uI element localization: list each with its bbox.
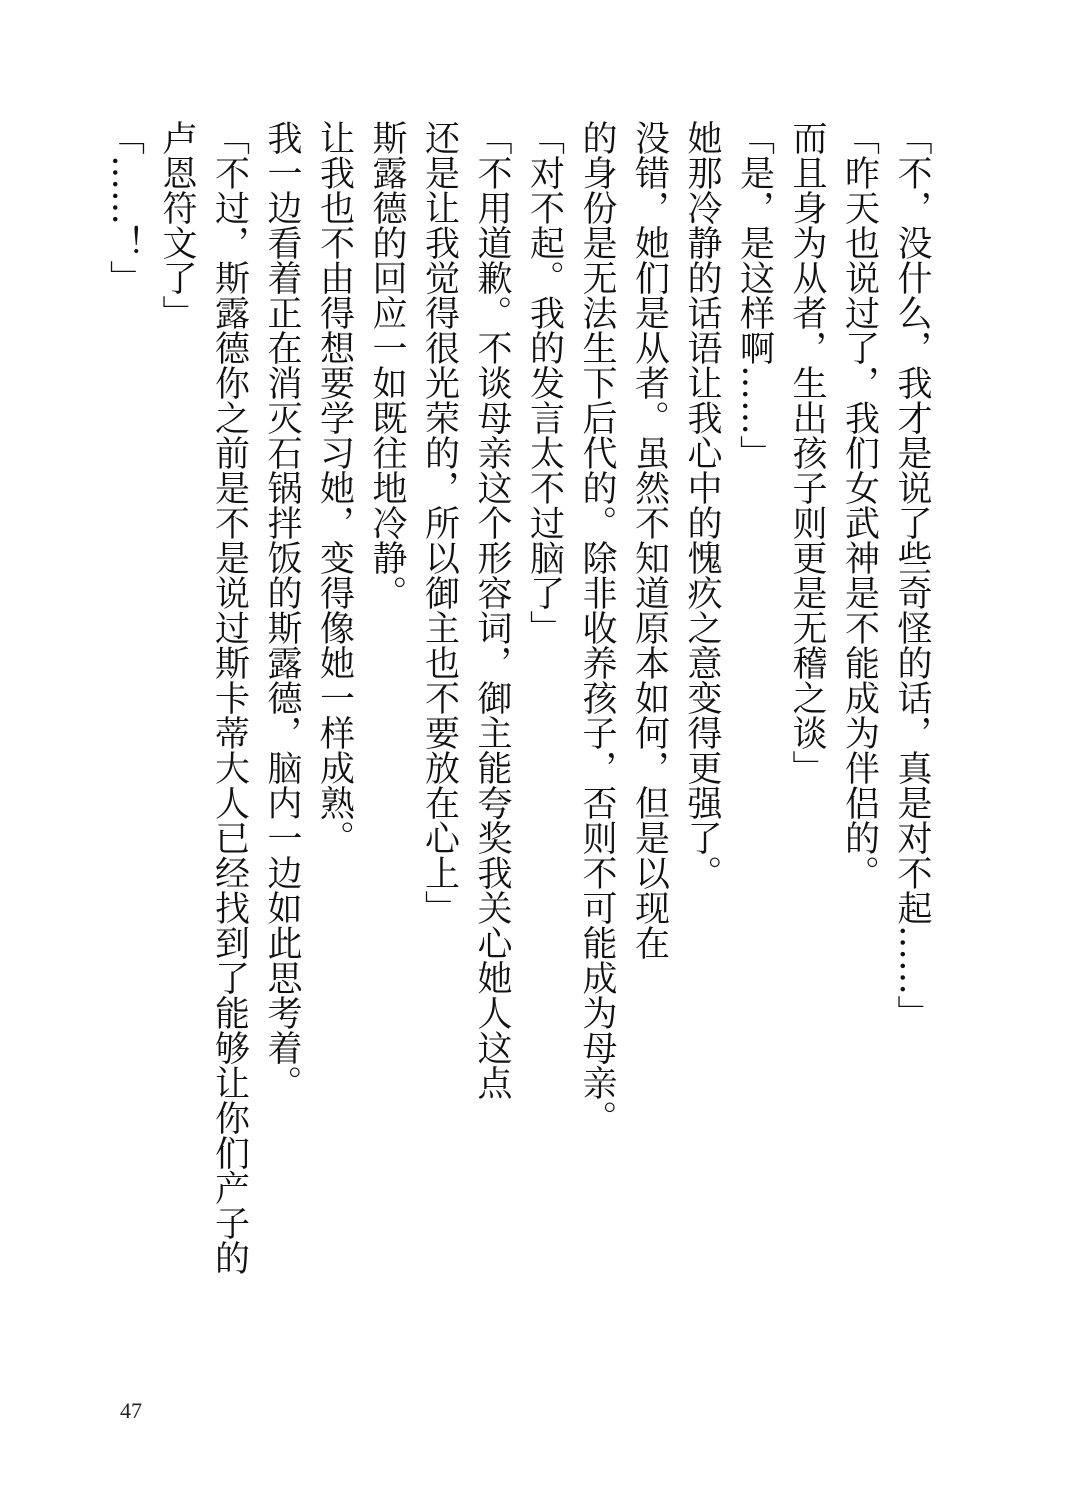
text-line: 「是，是这样啊……」 xyxy=(734,120,775,470)
text-line: 而且身为从者，生出孩子则更是无稽之谈」 xyxy=(787,120,827,785)
text-line: 我一边看着正在消灭石锅拌饭的斯露德，脑内一边如此思考着。 xyxy=(262,120,302,1100)
text-line: 「对不起。我的发言太不过脑了」 xyxy=(524,120,565,645)
text-line: 让我也不由得想要学习她，变得像她一样成熟。 xyxy=(314,120,355,855)
text-line: 她那冷静的话语让我心中的愧疚之意变得更强了。 xyxy=(682,120,722,890)
text-line: 还是让我觉得很光荣的，所以御主也不要放在心上」 xyxy=(419,120,460,925)
text-line: 的身份是无法生下后代的。除非收养孩子，否则不可能成为母亲。 xyxy=(577,120,617,1135)
body-text xyxy=(98,120,938,1280)
text-line: 「……！」 xyxy=(104,120,145,295)
text-line: 「不过，斯露德你之前是不是说过斯卡蒂大人已经找到了能够让你们产子的 xyxy=(209,120,250,1275)
text-line: 卢恩符文了」 xyxy=(157,120,197,330)
text-line: 斯露德的回应一如既往地冷静。 xyxy=(367,120,407,610)
page-number: 47 xyxy=(120,1398,142,1423)
text-line: 「不，没什么，我才是说了些奇怪的话，真是对不起……」 xyxy=(892,120,932,1030)
text-line: 「昨天也说过了，我们女武神是不能成为伴侣的。 xyxy=(839,120,880,890)
text-line: 「不用道歉。不谈母亲这个形容词，御主能夸奖我关心她人这点 xyxy=(472,120,512,1100)
text-line: 没错，她们是从者。虽然不知道原本如何，但是以现在 xyxy=(629,120,670,960)
